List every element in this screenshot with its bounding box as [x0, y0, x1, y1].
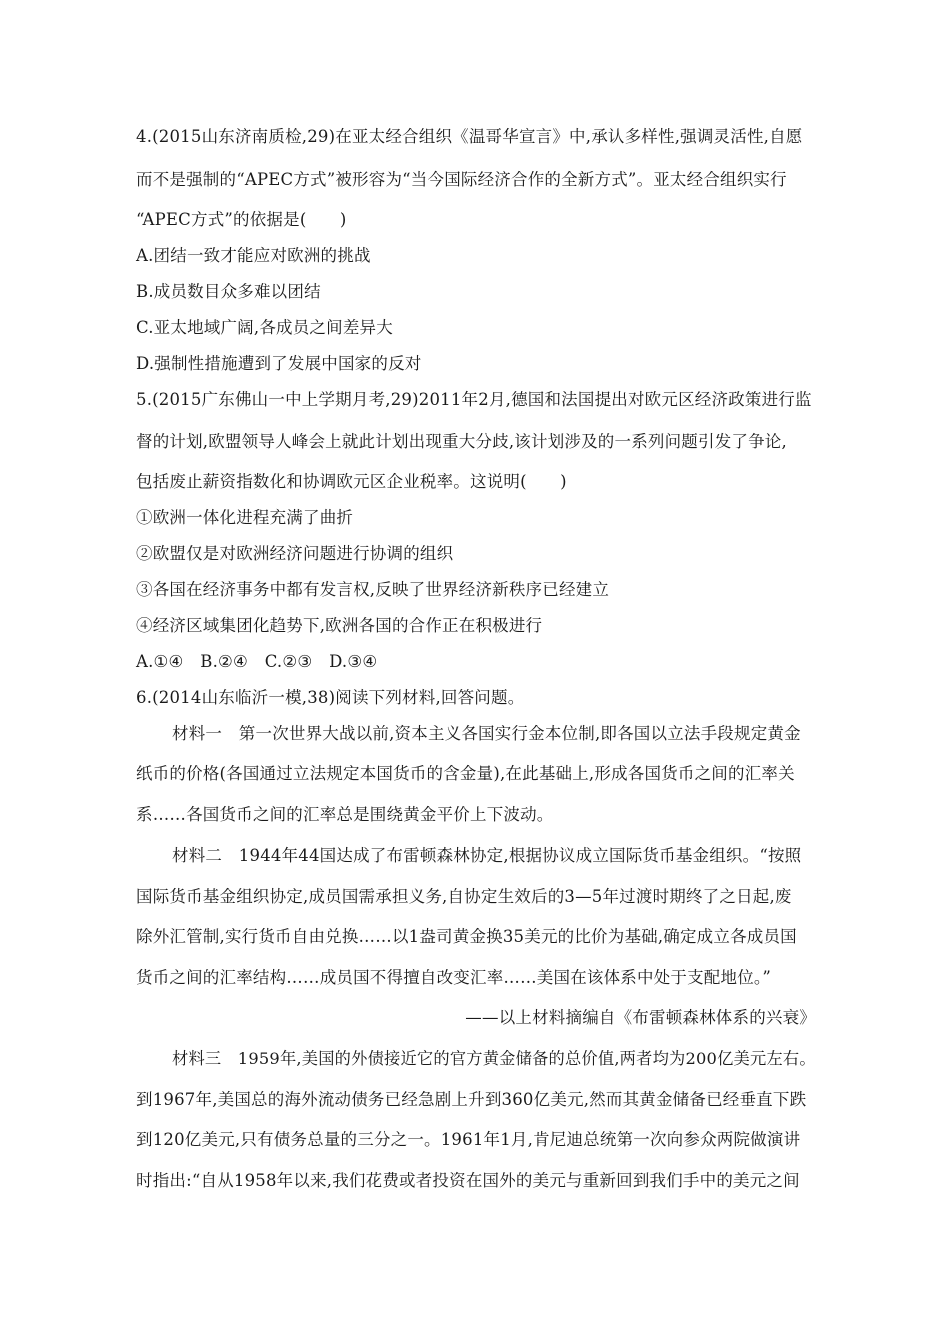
question-5-line-1: 5.(2015广东佛山一中上学期月考,29)2011年2月,德国和法国提出对欧元区经济政策进行监 — [136, 390, 812, 409]
question-4-line-1: 4.(2015山东济南质检,29)在亚太经合组织《温哥华宣言》中,承认多样性,强调灵活性,自愿 — [136, 127, 803, 146]
material-3-line-2: 到1967年,美国总的海外流动债务已经急剧上升到360亿美元,然而其黄金储备已经垂直下跌 — [136, 1090, 807, 1109]
statement-1: ①欧洲一体化进程充满了曲折 — [136, 508, 354, 527]
material-3-line-4: 时指出:“自从1958年以来,我们花费或者投资在国外的美元与重新回到我们手中的美元之间 — [136, 1171, 800, 1190]
question-4-line-3: “APEC方式”的依据是( ) — [136, 210, 347, 229]
question-4-line-2: 而不是强制的“APEC方式”被形容为“当今国际经济合作的全新方式”。亚太经合组织实行 — [136, 170, 787, 189]
material-2-line-4: 货币之间的汇率结构……成员国不得擅自改变汇率……美国在该体系中处于支配地位。” — [136, 968, 771, 987]
material-source: ——以上材料摘编自《布雷顿森林体系的兴衰》 — [465, 1008, 816, 1027]
material-1-line-2: 纸币的价格(各国通过立法规定本国货币的含金量),在此基础上,形成各国货币之间的汇率关 — [136, 764, 795, 783]
question-6-line-1: 6.(2014山东临沂一模,38)阅读下列材料,回答问题。 — [136, 688, 525, 707]
statement-3: ③各国在经济事务中都有发言权,反映了世界经济新秩序已经建立 — [136, 580, 610, 599]
material-3-line-3: 到120亿美元,只有债务总量的三分之一。1961年1月,肯尼迪总统第一次向参众两院做演讲 — [136, 1130, 801, 1149]
question-5-line-3: 包括废止薪资指数化和协调欧元区企业税率。这说明( ) — [136, 472, 567, 491]
statement-2: ②欧盟仅是对欧洲经济问题进行协调的组织 — [136, 544, 454, 563]
option-b: B.成员数目众多难以团结 — [136, 282, 321, 301]
question-5-line-2: 督的计划,欧盟领导人峰会上就此计划出现重大分歧,该计划涉及的一系列问题引发了争论, — [136, 432, 787, 451]
material-2-line-2: 国际货币基金组织协定,成员国需承担义务,自协定生效后的3—5年过渡时期终了之日起,废 — [136, 887, 792, 906]
material-2-line-1: 材料二 1944年44国达成了布雷顿森林协定,根据协议成立国际货币基金组织。“按照 — [172, 846, 802, 865]
material-1-line-3: 系……各国货币之间的汇率总是围绕黄金平价上下波动。 — [136, 805, 554, 824]
statement-4: ④经济区域集团化趋势下,欧洲各国的合作正在积极进行 — [136, 616, 543, 635]
material-3-line-1: 材料三 1959年,美国的外债接近它的官方黄金储备的总价值,两者均为200亿美元左右。 — [172, 1049, 816, 1068]
option-d: D.强制性措施遭到了发展中国家的反对 — [136, 354, 422, 373]
material-1-line-1: 材料一 第一次世界大战以前,资本主义各国实行金本位制,即各国以立法手段规定黄金 — [172, 724, 801, 743]
material-2-line-3: 除外汇管制,实行货币自由兑换……以1盎司黄金换35美元的比价为基础,确定成立各成员国 — [136, 927, 797, 946]
answer-choices: A.①④ B.②④ C.②③ D.③④ — [136, 652, 378, 671]
option-a: A.团结一致才能应对欧洲的挑战 — [136, 246, 371, 265]
option-c: C.亚太地域广阔,各成员之间差异大 — [136, 318, 393, 337]
